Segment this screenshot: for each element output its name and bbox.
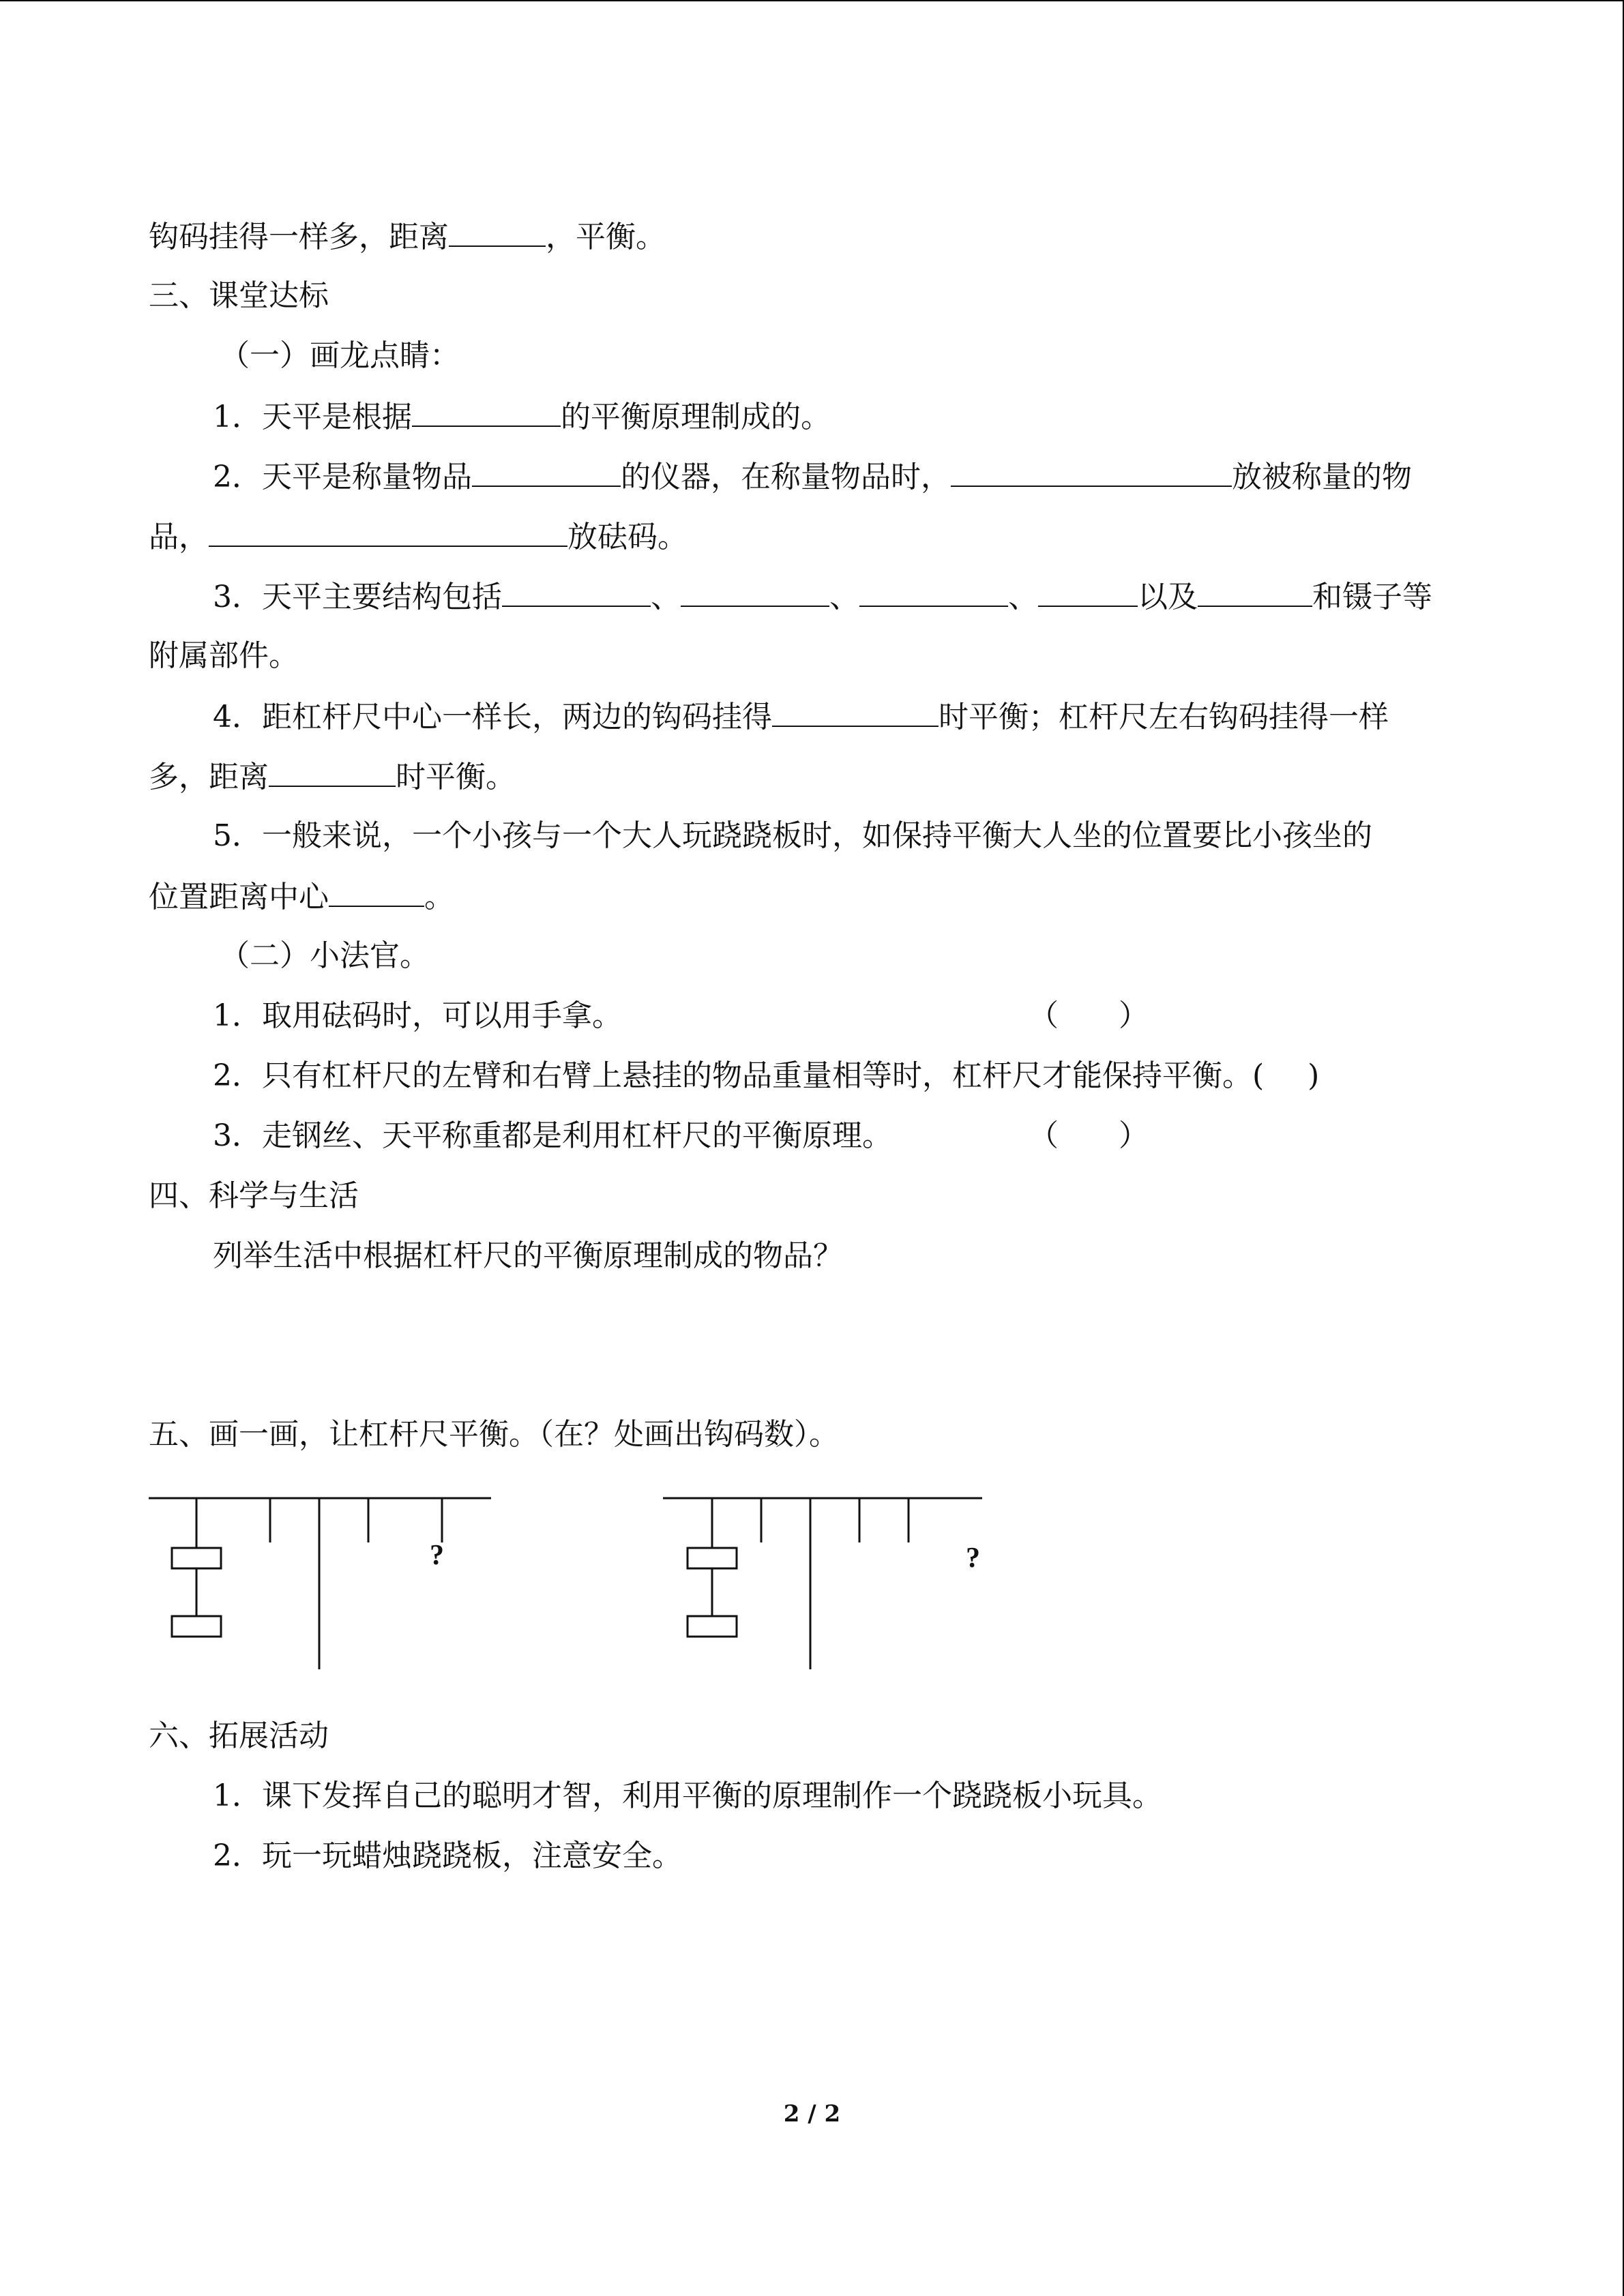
text: 放砝码。 — [567, 520, 688, 554]
text: 和镊子等 — [1312, 580, 1432, 614]
judge-3: 3．走钢丝、天平称重都是利用杠杆尺的平衡原理。 — [213, 1118, 892, 1153]
life-question: 列举生活中根据杠杆尺的平衡原理制成的物品？ — [213, 1238, 843, 1273]
text: 的仪器，在称量物品时， — [621, 460, 951, 494]
section-3-heading: 三、课堂达标 — [149, 278, 329, 313]
text: 以及 — [1138, 580, 1198, 614]
extension-1: 1．课下发挥自己的聪明才智，利用平衡的原理制作一个跷跷板小玩具。 — [213, 1778, 1162, 1813]
weight-block — [172, 1616, 221, 1637]
judge-1: 1．取用砝码时，可以用手拿。 — [213, 998, 622, 1033]
text: 放被称量的物 — [1232, 460, 1412, 494]
answer-parens[interactable]: （ ） — [1029, 1118, 1149, 1153]
question-5: 5．一般来说，一个小孩与一个大人玩跷跷板时，如保持平衡大人坐的位置要比小孩坐的 — [213, 818, 1372, 853]
text: ) — [1308, 1058, 1320, 1093]
subsection-2-heading: （二）小法官。 — [220, 938, 430, 973]
weight-block — [172, 1548, 221, 1568]
text: 1．天平是根据 — [213, 400, 412, 434]
text: 品， — [149, 520, 209, 554]
text: 2．只有杠杆尺的左臂和右臂上悬挂的物品重量相等时，杠杆尺才能保持平衡。( — [213, 1058, 1265, 1093]
answer-parens[interactable]: （ ） — [1029, 998, 1149, 1033]
question-mark: ? — [430, 1540, 444, 1571]
subsection-1-heading: （一）画龙点睛： — [220, 338, 460, 373]
text: 钩码挂得一样多，距离 — [149, 220, 449, 254]
text: 3．天平主要结构包括 — [213, 580, 502, 614]
question-mark: ? — [966, 1542, 980, 1574]
weight-block — [688, 1548, 737, 1568]
weight-block — [688, 1616, 737, 1637]
text: 位置距离中心 — [149, 880, 329, 914]
separator: 、 — [1008, 580, 1038, 614]
text: 多，距离 — [149, 760, 269, 794]
text: 的平衡原理制成的。 — [561, 400, 831, 434]
text: 时平衡。 — [396, 760, 516, 794]
section-6-heading: 六、拓展活动 — [149, 1718, 329, 1753]
text: 2．天平是称量物品 — [213, 460, 472, 494]
section-5-heading: 五、画一画，让杠杆尺平衡。（在？处画出钩码数）。 — [149, 1417, 839, 1452]
lever-right — [663, 1498, 982, 1669]
extension-2: 2．玩一玩蜡烛跷跷板，注意安全。 — [213, 1838, 682, 1873]
separator: 、 — [829, 580, 859, 614]
question-3-cont: 附属部件。 — [149, 638, 299, 673]
page-number: 2 / 2 — [783, 2100, 841, 2128]
text: 。 — [424, 880, 454, 914]
text: ，平衡。 — [546, 220, 666, 254]
lever-left — [149, 1498, 491, 1669]
separator: 、 — [651, 580, 681, 614]
text: 时平衡；杠杆尺左右钩码挂得一样 — [939, 700, 1389, 734]
section-4-heading: 四、科学与生活 — [149, 1178, 359, 1213]
text: 4．距杠杆尺中心一样长，两边的钩码挂得 — [213, 700, 772, 734]
